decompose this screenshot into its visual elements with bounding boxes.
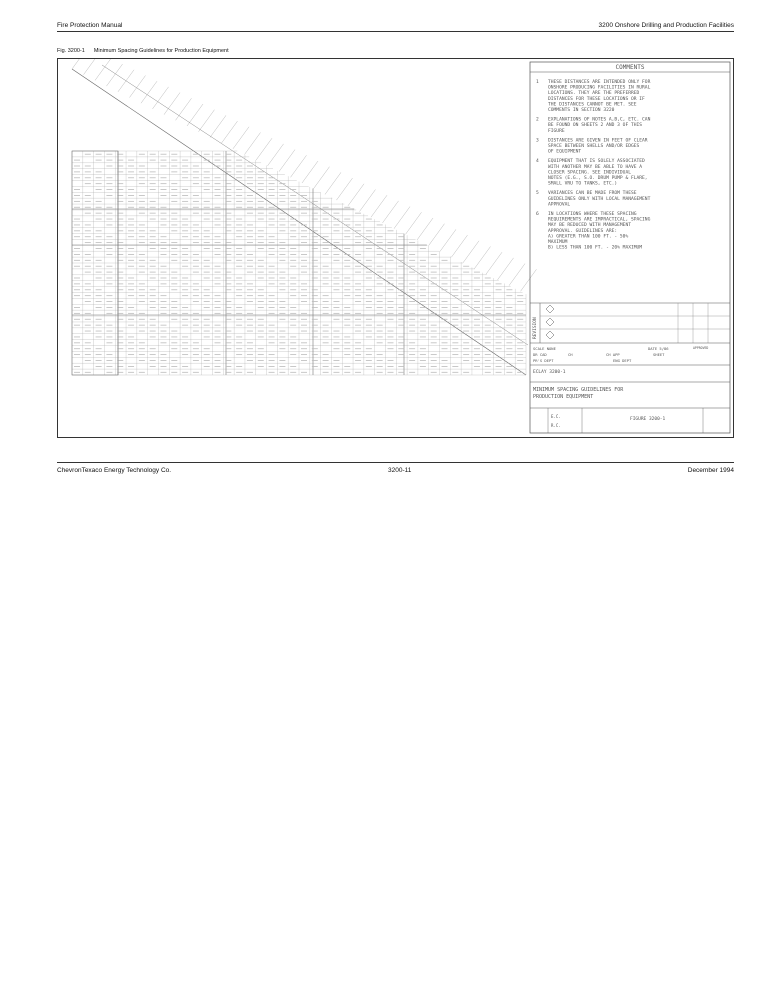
tb-company: ECLAY 3200-1 bbox=[533, 370, 566, 375]
tb-prs-dept: PR'S DEPT bbox=[533, 358, 554, 363]
tb-ch-app: CH APP bbox=[606, 352, 620, 357]
comment-line: GUIDELINES ONLY WITH LOCAL MANAGEMENT bbox=[548, 196, 651, 202]
revision-label: REVISION bbox=[533, 317, 538, 339]
comment-line: IN LOCATIONS WHERE THESE SPACING bbox=[548, 212, 637, 217]
comment-number: 2 bbox=[536, 117, 539, 123]
comment-line: EXPLANATIONS OF NOTES A,B,C, ETC. CAN bbox=[548, 117, 651, 123]
comment-number: 6 bbox=[536, 212, 539, 217]
tb-eng-dept: ENG DEPT bbox=[613, 358, 632, 363]
tb-rc: R.C. bbox=[551, 423, 561, 428]
comment-line: BE FOUND ON SHEETS 2 AND 3 OF THIS bbox=[548, 123, 643, 129]
tb-title-line-1: MINIMUM SPACING GUIDELINES FOR bbox=[533, 387, 624, 393]
comment-line: MAXIMUM bbox=[548, 240, 568, 245]
header-section-title: 3200 Onshore Drilling and Production Facilities bbox=[598, 22, 734, 29]
comment-line: REQUIREMENTS ARE IMPRACTICAL, SPACING bbox=[548, 217, 651, 223]
comment-line: DISTANCES FOR THESE LOCATIONS OR IF bbox=[548, 96, 645, 102]
comment-line: ONSHORE PRODUCING FACILITIES IN RURAL bbox=[548, 85, 651, 91]
comment-line: CLOSER SPACING. SEE INDIVIDUAL bbox=[548, 170, 631, 176]
tb-ch: CH bbox=[568, 352, 573, 357]
comment-line: NOTES (E.G., S.O. DRUM PUMP & FLARE, bbox=[548, 176, 648, 181]
footer-date: December 1994 bbox=[687, 467, 734, 474]
footer-page-number: 3200-11 bbox=[388, 467, 412, 474]
tb-ec: E.C. bbox=[551, 414, 561, 419]
tb-sheet: SHEET bbox=[653, 352, 665, 357]
comment-number: 1 bbox=[536, 80, 539, 85]
comment-line: OF EQUIPMENT bbox=[548, 149, 582, 155]
footer-rule bbox=[57, 462, 734, 463]
tb-title-line-2: PRODUCTION EQUIPMENT bbox=[533, 394, 594, 400]
comment-number: 4 bbox=[536, 159, 539, 165]
comment-line: LOCATIONS. THEY ARE THE PREFERRED bbox=[548, 91, 640, 97]
comment-line: EQUIPMENT THAT IS SOLELY ASSOCIATED bbox=[548, 159, 645, 165]
comment-number: 5 bbox=[536, 191, 539, 197]
header-rule bbox=[57, 31, 734, 32]
comment-line: APPROVAL bbox=[548, 202, 571, 208]
tb-date: DATE 5/86 bbox=[648, 346, 669, 351]
spacing-drawing bbox=[58, 59, 733, 437]
figure-caption bbox=[57, 48, 229, 54]
tb-dr: DR CAD bbox=[533, 352, 547, 357]
comment-line: B) LESS THAN 100 FT. - 20% MAXIMUM bbox=[548, 245, 643, 251]
comment-number: 3 bbox=[536, 138, 539, 144]
header-manual-title: Fire Protection Manual bbox=[57, 22, 123, 29]
comment-line: VARIANCES CAN BE MADE FROM THESE bbox=[548, 191, 637, 197]
comment-line: SPACE BETWEEN SHELLS AND/OR EDGES bbox=[548, 144, 640, 149]
spacing-table bbox=[72, 59, 537, 375]
tb-scale: SCALE NONE bbox=[533, 346, 556, 351]
comment-line: WITH ANOTHER MAY BE ABLE TO HAVE A bbox=[548, 164, 643, 170]
tb-figure-ref: FIGURE 3200-1 bbox=[630, 417, 666, 422]
comments-list bbox=[536, 79, 651, 251]
comment-line: A) GREATER THAN 100 FT. - 50% bbox=[548, 234, 629, 240]
figure-caption-text: Minimum Spacing Guidelines for Production Equipment bbox=[93, 48, 229, 54]
revision-rows bbox=[540, 303, 730, 343]
comment-line: THESE DISTANCES ARE INTENDED ONLY FOR bbox=[548, 80, 651, 85]
comment-line: COMMENTS IN SECTION 3220 bbox=[548, 108, 615, 113]
comment-line: FIGURE bbox=[548, 128, 565, 134]
comment-line: APPROVAL. GUIDELINES ARE: bbox=[548, 228, 618, 234]
comment-line: THE DISTANCES CANNOT BE MET. SEE bbox=[548, 102, 637, 108]
comment-line: DISTANCES ARE GIVEN IN FEET OF CLEAR bbox=[548, 138, 648, 144]
figure-number: Fig. 3200-1 bbox=[57, 48, 85, 54]
comment-line: SMALL VRU TO TANKS, ETC.) bbox=[548, 181, 618, 187]
comment-line: MAY BE REDUCED WITH MANAGEMENT bbox=[548, 223, 631, 229]
tb-approved: APPROVED bbox=[693, 346, 709, 350]
figure-frame bbox=[57, 58, 734, 438]
comments-title: COMMENTS bbox=[615, 64, 645, 71]
footer-company: ChevronTexaco Energy Technology Co. bbox=[57, 467, 172, 474]
